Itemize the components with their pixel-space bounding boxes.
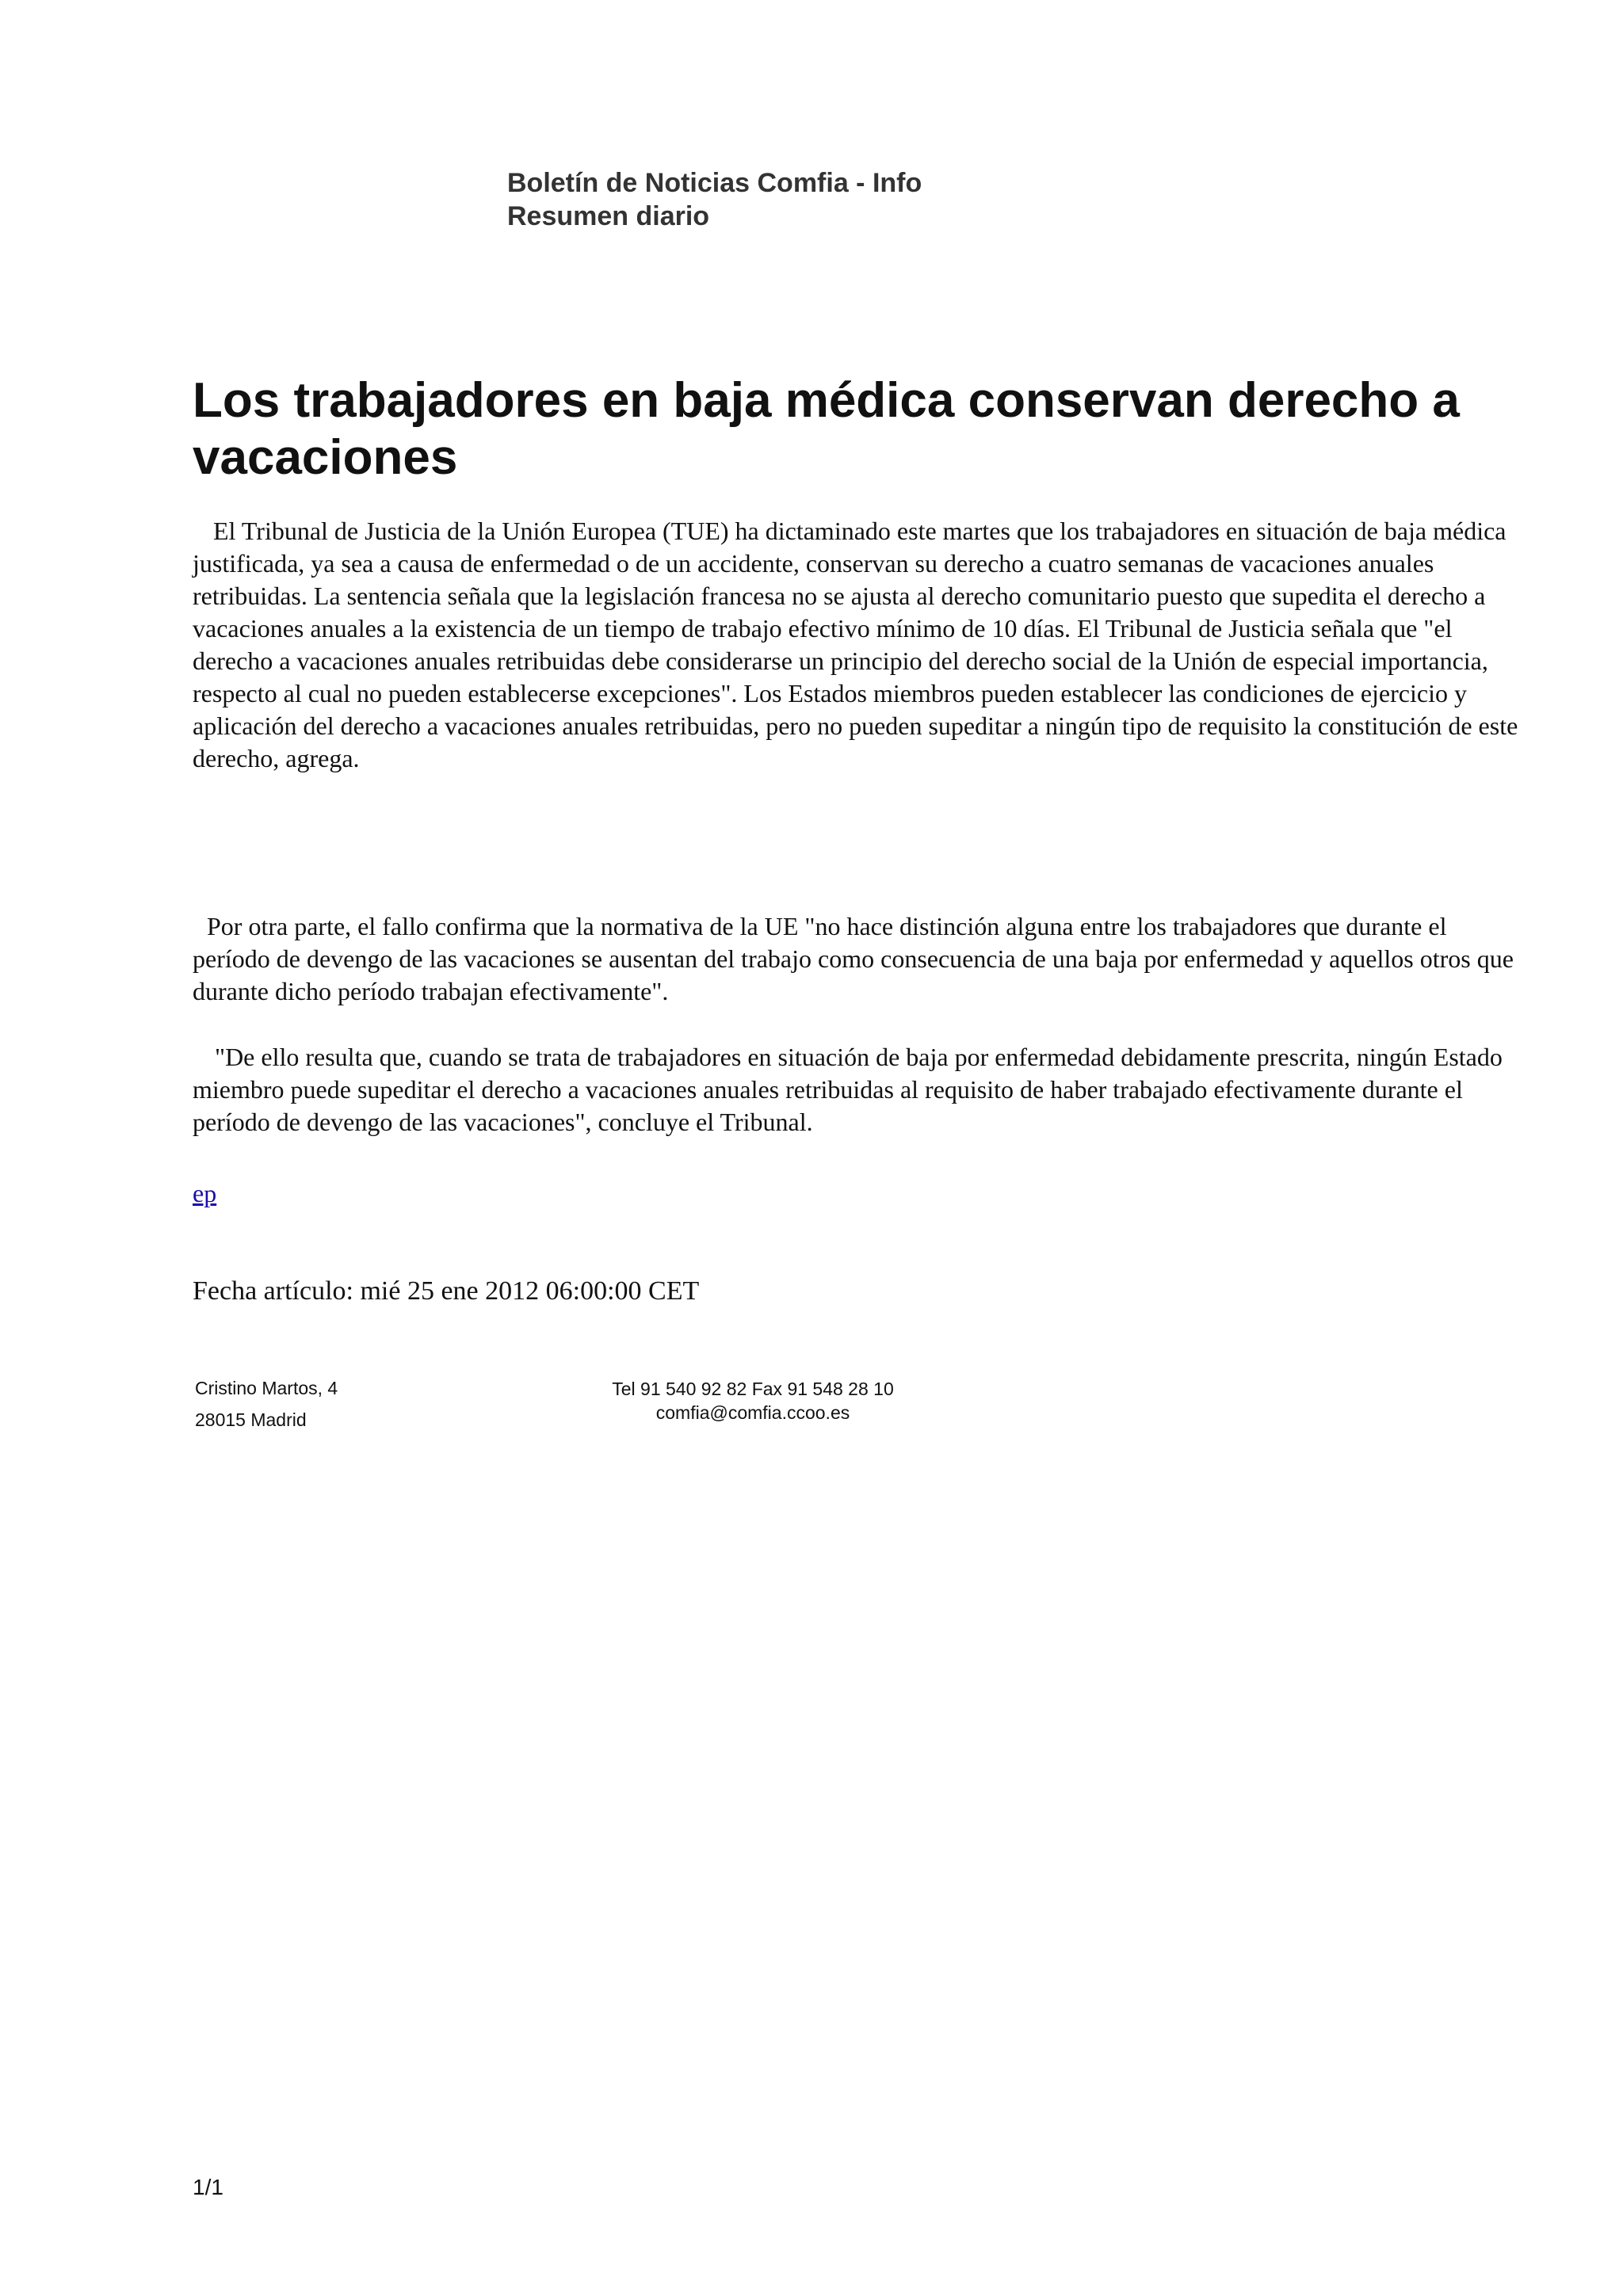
article-paragraph: Por otra parte, el fallo confirma que la normativa de la UE "no hace distinción alguna entre los trabajadores que durante el período de devengo de las vacaciones se ausentan del trabajo como consecuencia de una baja por enfermedad y aquellos otros que durante dicho período trabajan efectivamente". xyxy=(193,912,1514,1005)
address-street: Cristino Martos, 4 xyxy=(195,1378,338,1398)
source-link[interactable]: ep xyxy=(193,1179,217,1207)
article-title: Los trabajadores en baja médica conservan derecho a vacaciones xyxy=(193,373,1460,485)
phone-fax: Tel 91 540 92 82 Fax 91 548 28 10 xyxy=(612,1379,894,1399)
article-date: Fecha artículo: mié 25 ene 2012 06:00:00 CET xyxy=(193,1276,700,1306)
footer-contact xyxy=(555,1377,951,1425)
email-address: comfia@comfia.ccoo.es xyxy=(655,1402,850,1423)
article-paragraph: El Tribunal de Justicia de la Unión Europea (TUE) ha dictaminado este martes que los trabajadores en situación de baja médica justificada, ya sea a causa de enfermedad o de un accidente, conservan su derecho a cuatro semanas de vacaciones anuales retribuidas. La sentencia señala que la legislación francesa no se ajusta al derecho comunitario puesto que supedita el derecho a vacaciones anuales a la existencia de un tiempo de trabajo efectivo mínimo de 10 días. El Tribunal de Justicia señala que "el derecho a vacaciones anuales retribuidas debe considerarse un principio del derecho social de la Unión de especial importancia, respecto al cual no pueden establecerse excepciones". Los Estados miembros pueden establecer las condiciones de ejercicio y aplicación del derecho a vacaciones anuales retribuidas, pero no pueden supeditar a ningún tipo de requisito la constitución de este derecho, agrega. xyxy=(193,517,1518,772)
bulletin-header xyxy=(507,166,922,233)
page-number: 1/1 xyxy=(193,2175,223,2199)
article-paragraph: "De ello resulta que, cuando se trata de trabajadores en situación de baja por enfermedad debidamente prescrita, ningún Estado miembro puede supeditar el derecho a vacaciones anuales retribuidas al requisito de haber trabajado efectivamente durante el período de devengo de las vacaciones", concluye el Tribunal. xyxy=(193,1043,1503,1136)
footer-address xyxy=(195,1372,338,1436)
bulletin-subtitle: Resumen diario xyxy=(507,201,710,231)
bulletin-title: Boletín de Noticias Comfia - Info xyxy=(507,168,922,198)
address-city: 28015 Madrid xyxy=(195,1409,307,1430)
